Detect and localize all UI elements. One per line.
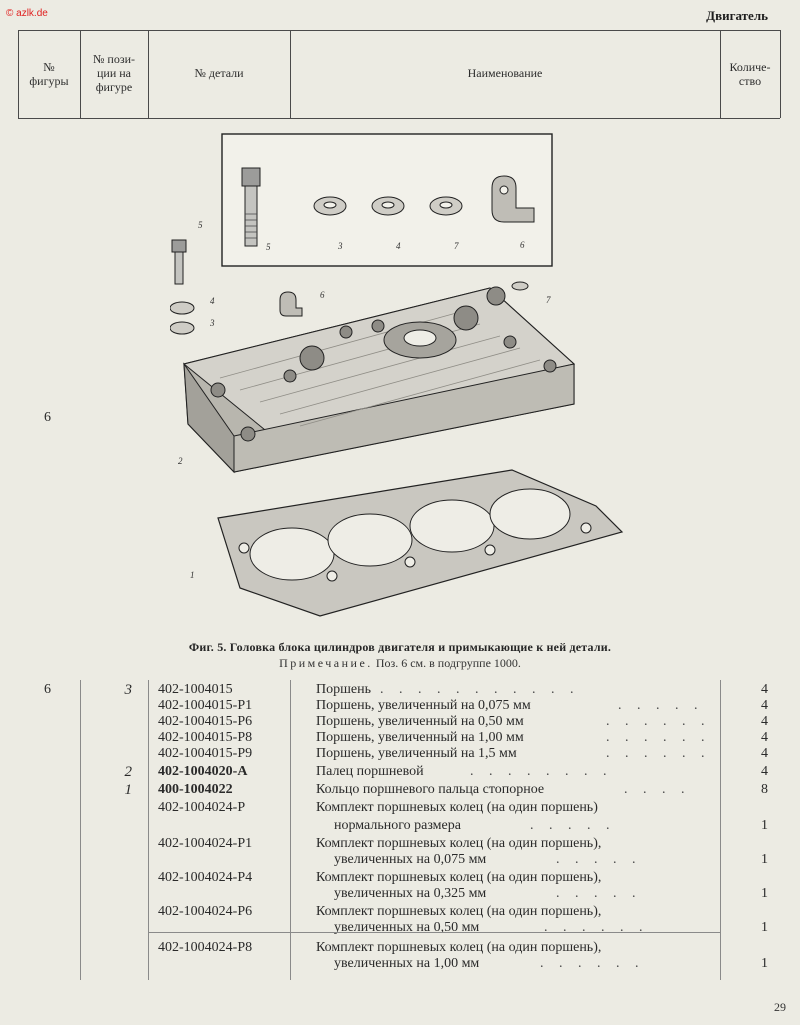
row-quantity: 1 [761, 920, 768, 935]
row-dots: . . . . . . . . . . . [380, 682, 580, 697]
row-dots: . . . . . . [606, 746, 711, 761]
row-quantity: 4 [761, 764, 768, 779]
row-dots: . . . . . . [606, 714, 711, 729]
header-position-line2: ции на [96, 66, 131, 80]
header-fig-no-line2: фигуры [29, 74, 69, 88]
row-dots: . . . . . [556, 886, 642, 901]
callout-inset-bolt: 5 [266, 242, 271, 252]
column-divider [290, 680, 291, 980]
callout-gasket: 1 [190, 570, 195, 580]
inset-bolt [242, 168, 260, 246]
row-part-no: 402-1004024-P4 [158, 870, 253, 885]
callout-inset-washer-2: 4 [396, 241, 401, 251]
row-part-no: 402-1004015-P9 [158, 746, 253, 761]
figure-caption-text: Фиг. 5. Головка блока цилиндров двигателя и примыкающие к ней детали. [188, 640, 612, 654]
row-name: Комплект поршневых колец (на один поршень), [316, 836, 602, 851]
column-divider [720, 680, 721, 980]
callout-washer-b: 3 [210, 318, 215, 328]
header-fig-no-line1: № [43, 60, 55, 74]
callout-inset-washer-3: 7 [454, 241, 459, 251]
row-name: Поршень, увеличенный на 0,075 мм [316, 698, 531, 713]
header-fig-no [18, 60, 80, 88]
row-name: Комплект поршневых колец (на один поршень), [316, 940, 602, 955]
row-name-continued: увеличенных на 0,325 мм [334, 886, 487, 901]
row-dots: . . . . . [556, 852, 642, 867]
row-name: Поршень, увеличенный на 0,50 мм [316, 714, 524, 729]
callout-washer-c: 7 [546, 295, 551, 305]
figure-note-label: Примечание. [279, 656, 373, 670]
row-name: Поршень, увеличенный на 1,5 мм [316, 746, 517, 761]
row-name: Кольцо поршневого пальца стопорное [316, 782, 545, 797]
row-name-continued: увеличенных на 0,075 мм [334, 852, 487, 867]
column-divider [80, 680, 81, 980]
header-position-line1: № пози- [92, 52, 136, 66]
callout-head: 2 [178, 456, 183, 466]
row-name: Палец поршневой [316, 764, 424, 779]
row-divider [148, 932, 720, 933]
column-divider [148, 680, 149, 980]
row-quantity: 4 [761, 698, 768, 713]
row-dots: . . . . . . . . [470, 764, 613, 779]
row-dots: . . . . . . [540, 956, 645, 971]
page-number: 29 [774, 1000, 786, 1014]
row-part-no: 402-1004024-P1 [158, 836, 253, 851]
callout-inset-bracket: 6 [520, 240, 525, 250]
row-quantity: 1 [761, 956, 768, 971]
callout-bolt: 5 [198, 220, 203, 230]
row-quantity: 1 [761, 886, 768, 901]
cylinder-head-illustration [170, 128, 660, 633]
row-name: Поршень [316, 682, 371, 697]
row-quantity: 4 [761, 714, 768, 729]
header-name: Наименование [467, 66, 543, 80]
header-position-no [80, 52, 148, 94]
row-dots: . . . . . [618, 698, 704, 713]
figure-note-text: Поз. 6 см. в подгруппе 1000. [375, 656, 521, 670]
row-quantity: 1 [761, 852, 768, 867]
row-part-no: 402-1004015 [158, 682, 233, 697]
row-part-no: 402-1004015-P6 [158, 714, 253, 729]
washer-c [512, 282, 528, 290]
washer-a [170, 302, 194, 314]
figure-caption [80, 640, 720, 655]
header-quantity-line2: ство [738, 74, 762, 88]
parts-group-fig: 6 [44, 682, 51, 697]
row-dots: . . . . . . [544, 920, 649, 935]
gasket [218, 470, 622, 616]
row-dots: . . . . . [530, 818, 616, 833]
header-quantity-line1: Количе- [729, 60, 771, 74]
callout-bracket: 6 [320, 290, 325, 300]
bolt [172, 240, 186, 284]
washer-b [170, 322, 194, 334]
callout-inset-washer-1: 3 [338, 241, 343, 251]
header-part-no: № детали [194, 66, 244, 80]
row-quantity: 8 [761, 782, 768, 797]
watermark: © azlk.de [6, 8, 48, 19]
row-name: Комплект поршневых колец (на один поршень), [316, 904, 602, 919]
row-position: 1 [124, 782, 132, 798]
row-position: 2 [124, 764, 132, 780]
section-title: Двигатель [706, 8, 768, 23]
row-name: Поршень, увеличенный на 1,00 мм [316, 730, 524, 745]
row-dots: . . . . [624, 782, 691, 797]
row-name: Комплект поршневых колец (на один поршень), [316, 870, 602, 885]
column-divider [780, 30, 781, 118]
header-position-line3: фигуре [95, 80, 133, 94]
row-position: 3 [124, 682, 132, 698]
row-part-no: 400-1004022 [158, 782, 233, 797]
row-part-no: 402-1004020-A [158, 764, 248, 779]
row-name: Комплект поршневых колец (на один поршень) [316, 800, 598, 815]
callout-washer-a: 4 [210, 296, 215, 306]
row-name-continued: увеличенных на 1,00 мм [334, 956, 480, 971]
row-dots: . . . . . . [606, 730, 711, 745]
row-name-continued: увеличенных на 0,50 мм [334, 920, 480, 935]
row-part-no: 402-1004024-P8 [158, 940, 253, 955]
bracket [280, 292, 302, 316]
row-quantity: 4 [761, 746, 768, 761]
row-quantity: 4 [761, 730, 768, 745]
row-name-continued: нормального размера [334, 818, 461, 833]
row-part-no: 402-1004024-P6 [158, 904, 253, 919]
cylinder-head [184, 287, 574, 472]
figure-note [80, 656, 720, 671]
row-quantity: 1 [761, 818, 768, 833]
row-part-no: 402-1004015-P8 [158, 730, 253, 745]
row-part-no: 402-1004015-P1 [158, 698, 253, 713]
figure-label: 6 [44, 410, 51, 425]
row-part-no: 402-1004024-P [158, 800, 246, 815]
header-top-rule [18, 30, 780, 31]
row-quantity: 4 [761, 682, 768, 697]
header-quantity [720, 60, 780, 88]
header-bottom-rule [18, 118, 780, 119]
